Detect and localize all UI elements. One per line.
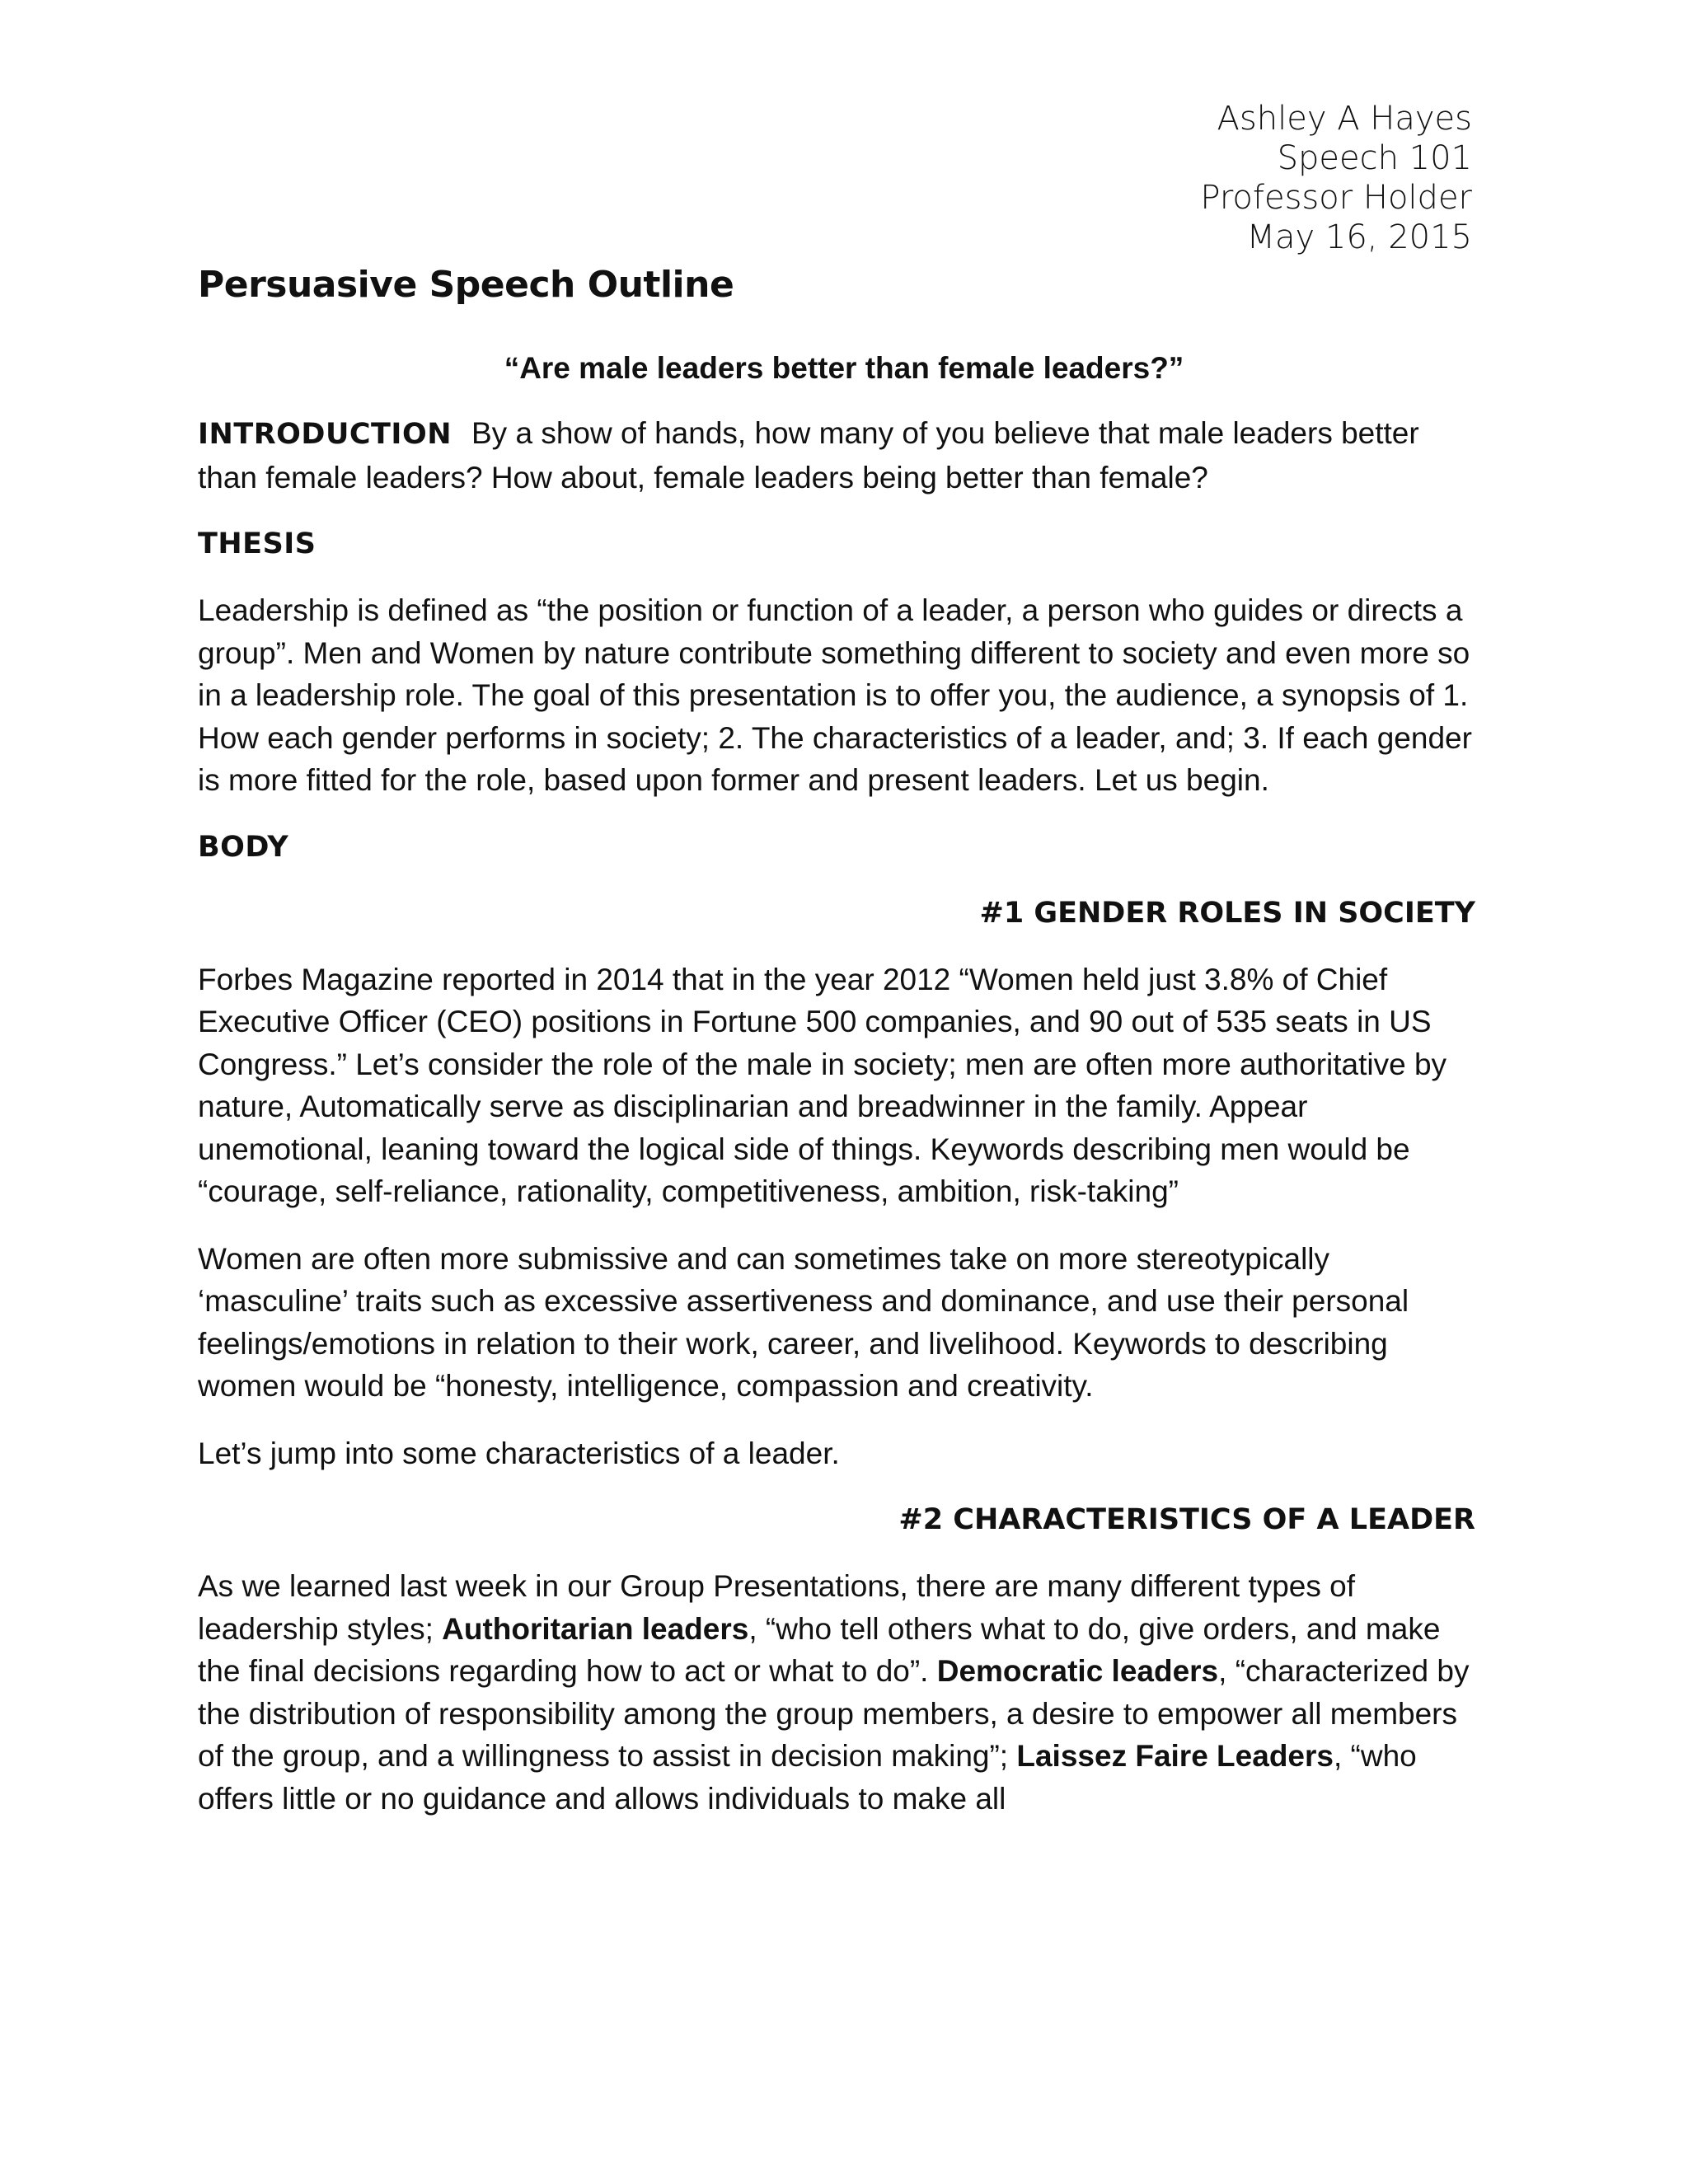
section1-paragraph-3: Let’s jump into some characteristics of a leader. [198, 1436, 840, 1470]
term-authoritarian: Authoritarian leaders [442, 1611, 749, 1646]
document-date: May 16, 2015 [1246, 218, 1472, 256]
definition-authoritarian: , “who tell others what to do, give orders, and make the final decisions regarding how to act or what to do”. [198, 1611, 1441, 1688]
author-name: Ashley A Hayes [1217, 100, 1472, 138]
definition-democratic: , “characterized by the distribution of responsibility among the group members, a desire to empower all members of the group, and a willingness to assist in decision making”; [198, 1654, 1470, 1773]
definition-laissez-faire: , “who offers little or no guidance and allows individuals to make all [198, 1739, 1417, 1816]
document-body [198, 412, 1475, 1844]
section1-paragraph-1: Forbes Magazine reported in 2014 that in the year 2012 “Women held just 3.8% of Chief Executive Officer (CEO) positions in Fortune 500 companies, and 90 out of 535 seats in US Congress.” Let’s consider the role of the male in society; men are often more authoritative by nature, Automatically serve as disciplinarian and breadwinner in the family. Appear unemotional, leaning toward the logical side of things. Keywords describing men would be “courage, self-reliance, rationality, competitiveness, ambition, risk-taking” [198, 962, 1447, 1208]
introduction-paragraph [198, 412, 1475, 499]
document-title: Persuasive Speech Outline [198, 264, 734, 306]
thesis-paragraph: Leadership is defined as “the position or function of a leader, a person who guides or directs a group”. Men and Women by nature contribute something different to society and even more so in a leadership role. The goal of this presentation is to offer you, the audience, a synopsis of 1. How each gender performs in society; 2. The characteristics of a leader, and; 3. If each gender is more fitted for the role, based upon former and present leaders. Let us begin. [198, 593, 1472, 797]
professor-name: Professor Holder [1200, 179, 1472, 217]
term-laissez-faire: Laissez Faire Leaders [1016, 1739, 1334, 1773]
introduction-label: INTRODUCTION [198, 418, 452, 451]
section2-intro: As we learned last week in our Group Presentations, there are many different types of leadership styles; [198, 1569, 1356, 1646]
section2-paragraph [198, 1565, 1475, 1820]
thesis-label: THESIS [198, 527, 316, 560]
author-header [1200, 99, 1472, 257]
speech-question: “Are male leaders better than female leaders?” [504, 351, 1184, 385]
term-democratic: Democratic leaders [936, 1654, 1219, 1688]
section2-heading: #2 CHARACTERISTICS OF A LEADER [898, 1503, 1475, 1536]
course-name: Speech 101 [1277, 139, 1472, 177]
section1-paragraph-2: Women are often more submissive and can sometimes take on more stereotypically ‘masculine’ traits such as excessive assertiveness and dominance, and use their personal feelings/emotions in relation to their work, career, and livelihood. Keywords to describing women would be “honesty, intelligence, compassion and creativity. [198, 1241, 1409, 1403]
section1-heading: #1 GENDER ROLES IN SOCIETY [979, 896, 1475, 930]
introduction-text: By a show of hands, how many of you believe that male leaders better than female leaders? How about, female leaders being better than female? [198, 416, 1419, 494]
body-label: BODY [198, 830, 289, 864]
